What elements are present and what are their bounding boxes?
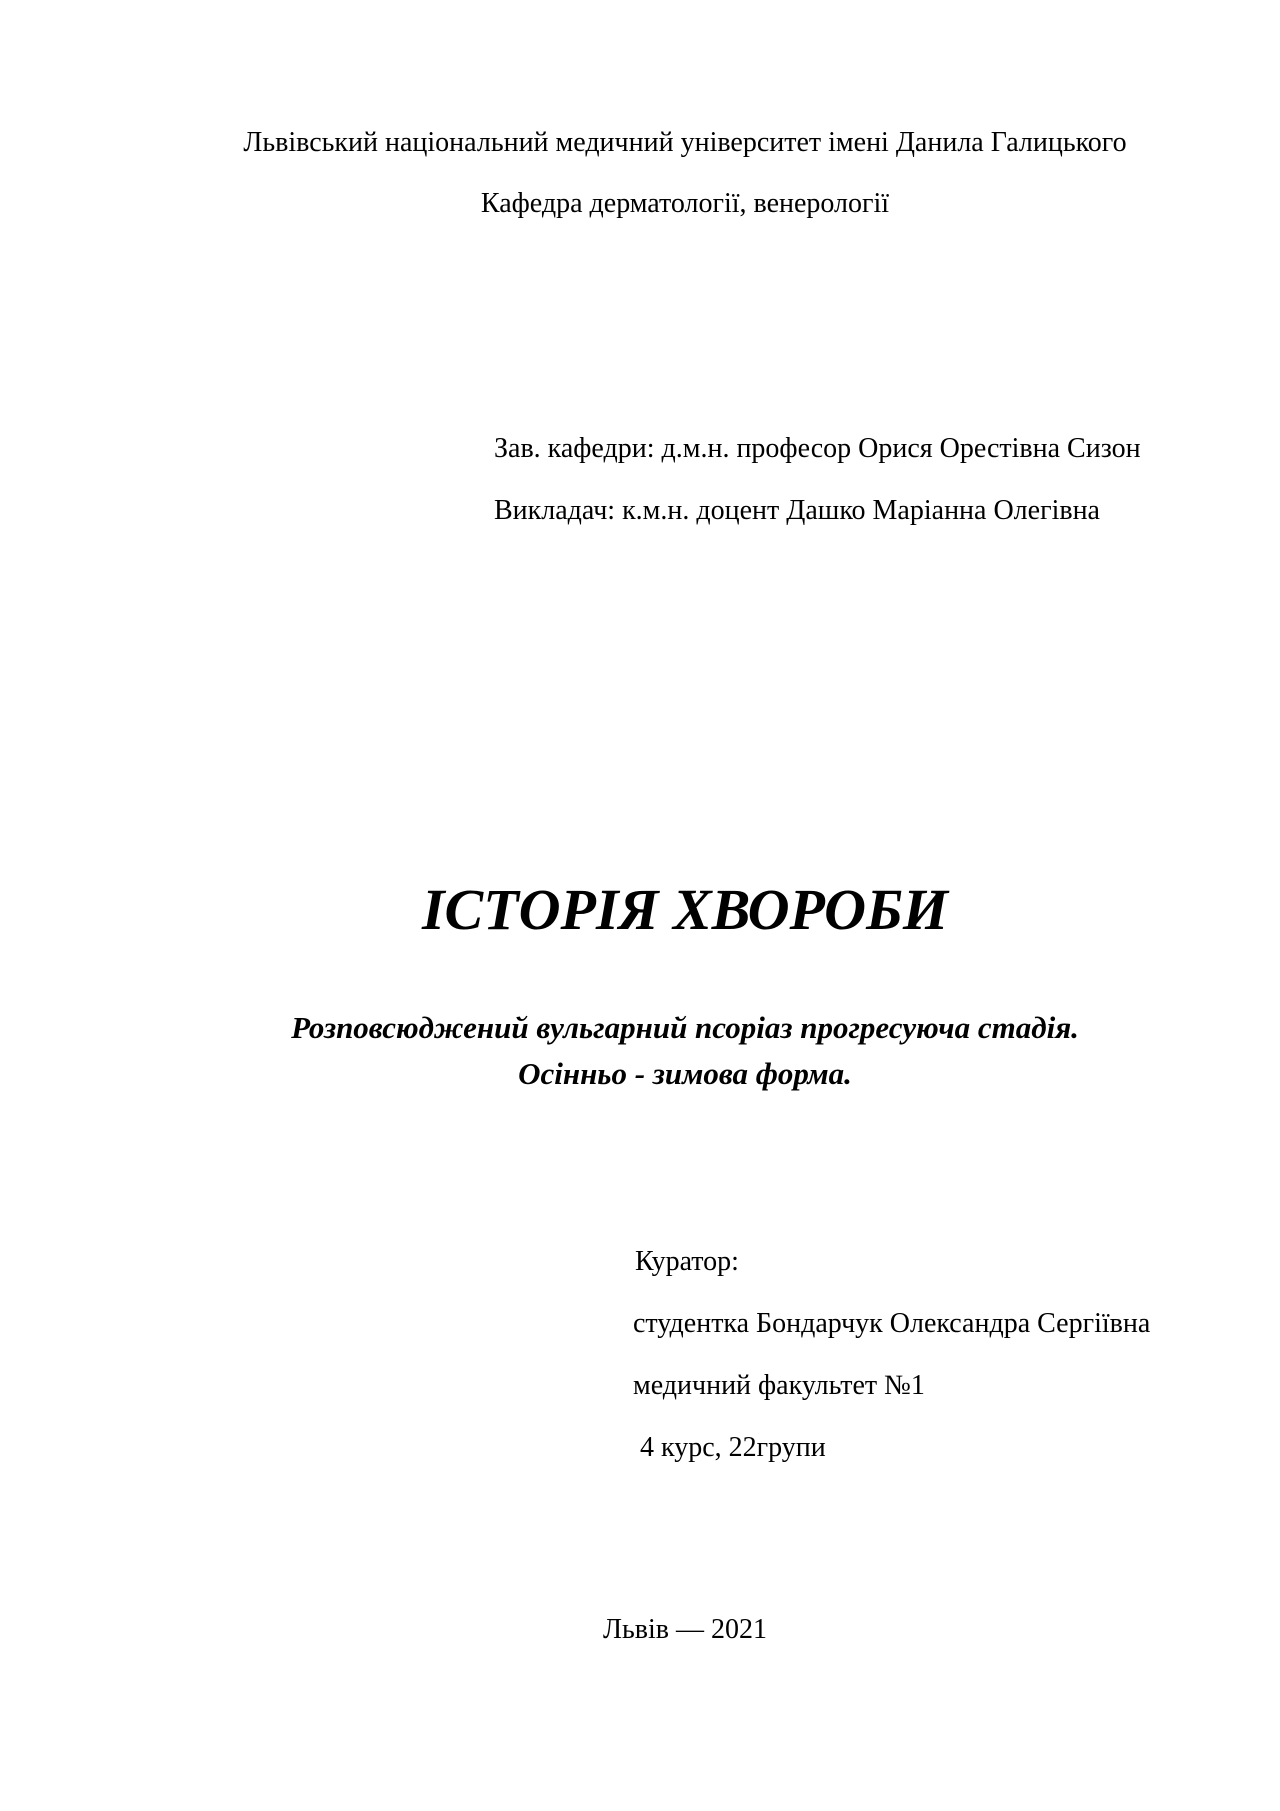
document-title: ІСТОРІЯ ХВОРОБИ <box>421 877 949 942</box>
curator-student: студентка Бондарчук Олександра Сергіївна <box>633 1308 1151 1339</box>
diagnosis-line-1: Розповсюджений вульгарний псоріаз прогресуюча стадія. <box>291 1010 1079 1045</box>
curator-faculty: медичний факультет №1 <box>633 1370 925 1401</box>
curator-label: Куратор: <box>635 1246 739 1277</box>
diagnosis-line-2: Осінньо - зимова форма. <box>518 1056 852 1091</box>
head-of-department: Зав. кафедри: д.м.н. професор Орися Орестівна Сизон <box>494 433 1141 464</box>
city-year: Львів — 2021 <box>603 1614 767 1645</box>
department-name: Кафедра дерматології, венерології <box>480 188 890 219</box>
teacher: Викладач: к.м.н. доцент Дашко Маріанна Олегівна <box>494 495 1100 526</box>
university-name: Львівський національний медичний університет імені Данила Галицького <box>243 127 1127 158</box>
curator-group: 4 курс, 22групи <box>633 1432 826 1463</box>
